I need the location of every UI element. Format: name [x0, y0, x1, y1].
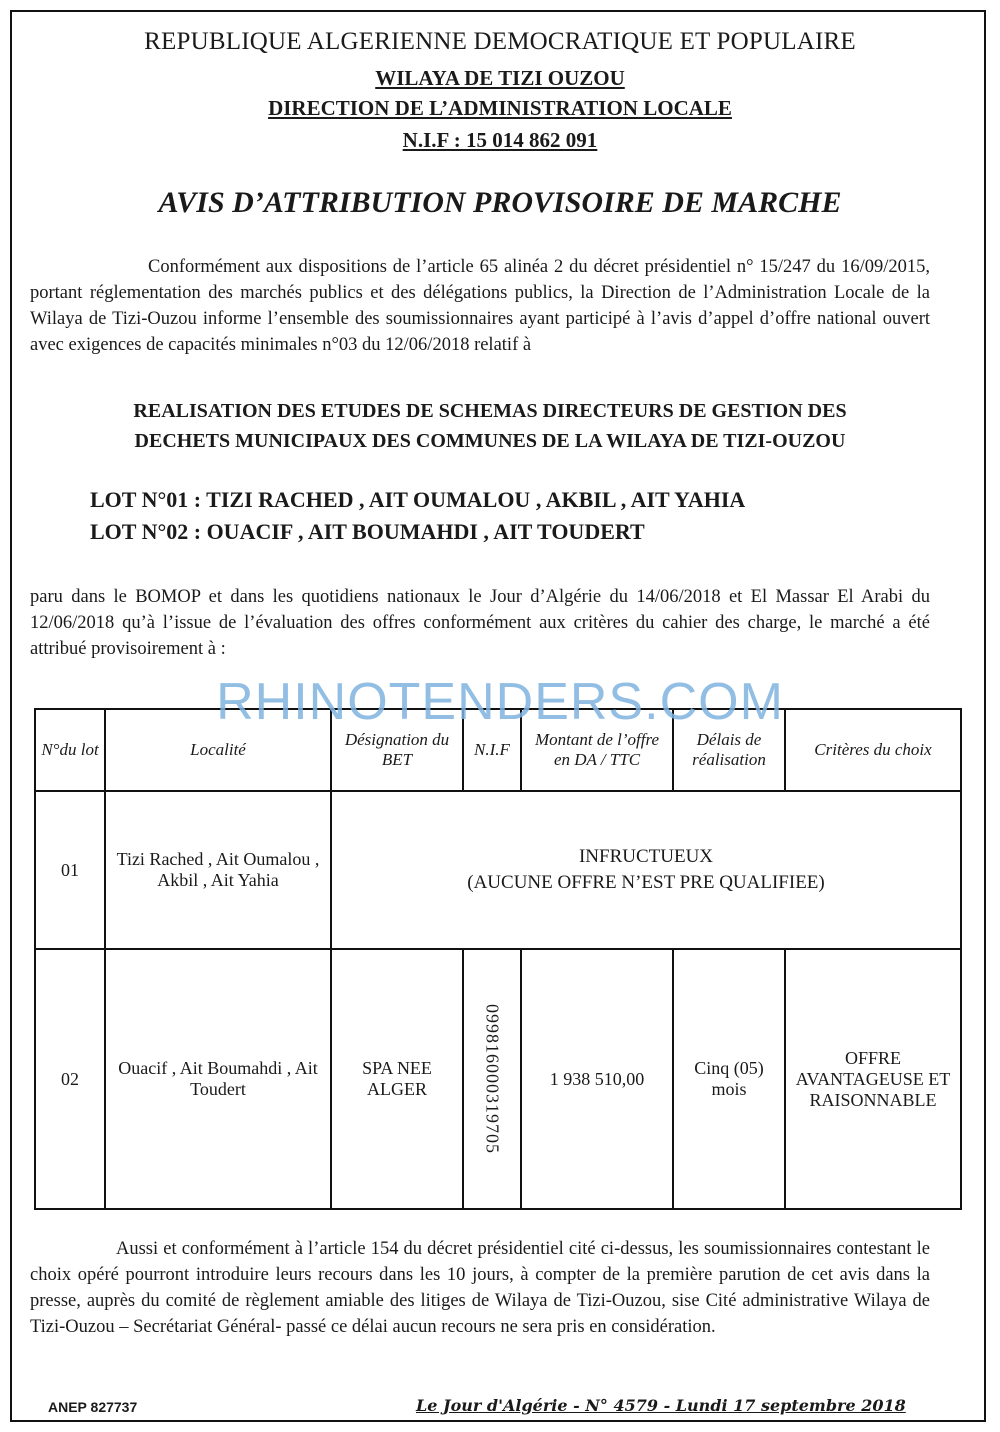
republic-header: REPUBLIQUE ALGERIENNE DEMOCRATIQUE ET POPULAIRE: [144, 28, 856, 55]
row1-localite: Tizi Rached , Ait Oumalou , Akbil , Ait Yahia: [105, 791, 331, 949]
subject-block: [100, 396, 880, 456]
header-localite: Localité: [105, 709, 331, 791]
watermark: RHINOTENDERS.COM: [216, 673, 784, 731]
direction-header: DIRECTION DE L’ADMINISTRATION LOCALE: [268, 96, 732, 120]
table-row: [35, 949, 961, 1209]
lot-1: LOT N°01 : TIZI RACHED , AIT OUMALOU , AKBIL , AIT YAHIA: [90, 487, 746, 512]
newspaper-footer: Le Jour d'Algérie - N° 4579 - Lundi 17 septembre 2018: [416, 1396, 906, 1415]
row2-localite: Ouacif , Ait Boumahdi , Ait Toudert: [105, 949, 331, 1209]
row1-status: [331, 791, 961, 949]
row1-lot: 01: [35, 791, 105, 949]
intro-paragraph: Conformément aux dispositions de l’article 65 alinéa 2 du décret présidentiel n° 15/247 du 16/09/2015, portant réglementation des marchés publics et des délégations publics, la Direction de l’Administration Locale de la Wilaya de Tizi-Ouzou informe l’ensemble des soumissionnaires ayant participé à l’avis d’appel d’offre national ouvert avec exigences de capacités minimales n°03 du 12/06/2018 relatif à: [30, 257, 930, 355]
row2-montant: 1 938 510,00: [521, 949, 673, 1209]
header-nif: N.I.F: [463, 709, 521, 791]
row2-lot: 02: [35, 949, 105, 1209]
publication-paragraph: paru dans le BOMOP et dans les quotidiens nationaux le Jour d’Algérie du 14/06/2018 et El Massar El Arabi du 12/06/2018 qu’à l’issue de l’évaluation des offres conformément aux critères du cahier des charge, le marché a été attribué provisoirement à :: [30, 587, 930, 659]
header-lot: N°du lot: [35, 709, 105, 791]
wilaya-header: WILAYA DE TIZI OUZOU: [375, 66, 625, 90]
row2-nif: 099816000319705: [482, 1004, 503, 1154]
nif-header: N.I.F : 15 014 862 091: [402, 128, 598, 152]
row2-delais: Cinq (05) mois: [673, 949, 785, 1209]
lots-block: [90, 484, 745, 548]
row2-nif-cell: [463, 949, 521, 1209]
award-table: [34, 708, 962, 1210]
closing-paragraph: Aussi et conformément à l’article 154 du décret présidentiel cité ci-dessus, les soumissionnaires contestant le choix opéré pourront introduire leurs recours dans les 10 jours, à compter de la première parution de cet avis dans la presse, auprès du comité de règlement amiable des litiges de Wilaya de Tizi-Ouzou, sise Cité administrative Wilaya de Tizi-Ouzou – Secrétariat Général- passé ce délai aucun recours ne sera pris en considération.: [30, 1239, 930, 1337]
table-row: [35, 791, 961, 949]
anep-reference: ANEP 827737: [48, 1399, 138, 1415]
subject-line-1: REALISATION DES ETUDES DE SCHEMAS DIRECTEURS DE GESTION DES: [133, 400, 847, 422]
row1-status-line1: INFRUCTUEUX: [578, 846, 714, 867]
header-bet: Désignation du BET: [331, 709, 463, 791]
row1-status-line2: (AUCUNE OFFRE N’EST PRE QUALIFIEE): [467, 872, 825, 893]
subject-line-2: DECHETS MUNICIPAUX DES COMMUNES DE LA WILAYA DE TIZI-OUZOU: [134, 430, 846, 452]
header-montant: Montant de l’offre en DA / TTC: [521, 709, 673, 791]
header-delais: Délais de réalisation: [673, 709, 785, 791]
header-criteres: Critères du choix: [785, 709, 961, 791]
lot-2: LOT N°02 : OUACIF , AIT BOUMAHDI , AIT TOUDERT: [90, 519, 645, 544]
row2-criteres: OFFRE AVANTAGEUSE ET RAISONNABLE: [785, 949, 961, 1209]
notice-title: AVIS D’ATTRIBUTION PROVISOIRE DE MARCHE: [158, 186, 842, 219]
table-header-row: [35, 709, 961, 791]
row2-bet: SPA NEE ALGER: [331, 949, 463, 1209]
